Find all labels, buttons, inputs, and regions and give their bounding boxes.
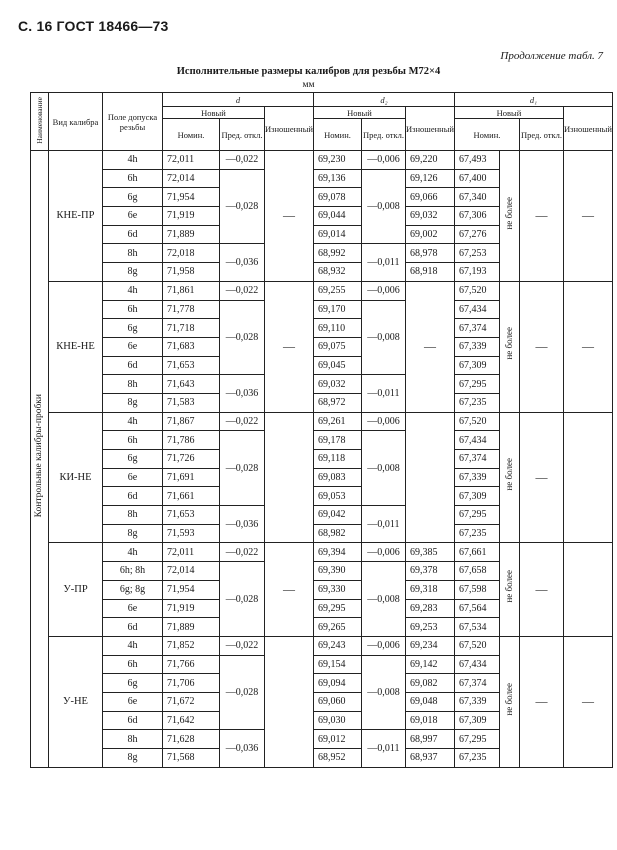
header-d: d — [163, 93, 314, 107]
tolerance-cell: 6d — [103, 618, 163, 637]
d2-nominal: 69,032 — [313, 375, 361, 394]
d2-worn: 69,318 — [405, 580, 454, 599]
d2-worn: 69,220 — [405, 151, 454, 170]
d-worn: — — [265, 543, 314, 636]
d1-nominal: 67,253 — [454, 244, 499, 263]
d1-nominal: 67,309 — [454, 356, 499, 375]
d-nominal: 72,014 — [163, 169, 220, 188]
d2-worn: 68,978 — [405, 244, 454, 263]
d2-worn: 69,048 — [405, 692, 454, 711]
d1-not-more: не более — [503, 196, 514, 230]
d2-deviation: —0,008 — [361, 431, 405, 506]
d1-nominal: 67,235 — [454, 524, 499, 543]
tolerance-cell: 4h — [103, 543, 163, 562]
d1-worn — [563, 412, 612, 543]
d1-nominal: 67,339 — [454, 468, 499, 487]
d2-deviation: —0,008 — [361, 562, 405, 637]
d-nominal: 72,014 — [163, 562, 220, 581]
tolerance-cell: 8g — [103, 393, 163, 412]
d2-worn: 68,918 — [405, 263, 454, 282]
header-tolerance: Поле допуска резьбы — [103, 93, 163, 151]
header-d1-dev: Пред. откл. — [519, 119, 563, 151]
d-nominal: 71,778 — [163, 300, 220, 319]
header-d-worn: Изношенный — [265, 107, 314, 151]
d2-deviation: —0,011 — [361, 730, 405, 767]
d2-nominal: 69,012 — [313, 730, 361, 749]
d2-worn: 69,032 — [405, 207, 454, 226]
group-name-cell — [31, 151, 49, 768]
d-nominal: 72,011 — [163, 151, 220, 170]
d1-deviation: — — [519, 412, 563, 543]
d2-worn: 69,018 — [405, 711, 454, 730]
tolerance-cell: 6e — [103, 207, 163, 226]
d2-worn: 69,126 — [405, 169, 454, 188]
d1-nominal: 67,520 — [454, 636, 499, 655]
d2-nominal: 69,390 — [313, 562, 361, 581]
tolerance-cell: 6g — [103, 188, 163, 207]
d-nominal: 71,861 — [163, 281, 220, 300]
table-continuation-label: Продолжение табл. 7 — [500, 50, 603, 62]
table-row — [31, 636, 613, 655]
d-nominal: 71,919 — [163, 207, 220, 226]
d-nominal: 71,958 — [163, 263, 220, 282]
d2-deviation: —0,008 — [361, 300, 405, 375]
d2-nominal: 69,060 — [313, 692, 361, 711]
d1-nominal: 67,374 — [454, 674, 499, 693]
header-d2-dev: Пред. откл. — [361, 119, 405, 151]
d-nominal: 71,653 — [163, 356, 220, 375]
d1-not-more-cell — [499, 412, 519, 543]
d2-nominal: 69,110 — [313, 319, 361, 338]
d2-deviation: —0,008 — [361, 169, 405, 244]
tolerance-cell: 8h — [103, 730, 163, 749]
tolerance-cell: 6g — [103, 674, 163, 693]
d2-deviation: —0,006 — [361, 636, 405, 655]
d2-worn: 69,142 — [405, 655, 454, 674]
d1-nominal: 67,520 — [454, 412, 499, 431]
gauge-kind: КНЕ-ПР — [49, 151, 103, 282]
d1-nominal: 67,400 — [454, 169, 499, 188]
d2-worn: 68,937 — [405, 749, 454, 768]
d-deviation: —0,022 — [220, 151, 265, 170]
tolerance-cell: 6d — [103, 356, 163, 375]
d2-nominal: 69,265 — [313, 618, 361, 637]
d-nominal: 71,643 — [163, 375, 220, 394]
d2-nominal: 69,255 — [313, 281, 361, 300]
d2-nominal: 69,170 — [313, 300, 361, 319]
d-nominal: 71,852 — [163, 636, 220, 655]
d1-nominal: 67,434 — [454, 431, 499, 450]
d1-nominal: 67,276 — [454, 225, 499, 244]
d2-deviation: —0,011 — [361, 244, 405, 281]
d1-nominal: 67,434 — [454, 300, 499, 319]
d-worn — [265, 412, 314, 543]
d1-worn: — — [563, 636, 612, 767]
d1-not-more: не более — [503, 458, 514, 491]
d1-nominal: 67,520 — [454, 281, 499, 300]
d2-worn: 69,002 — [405, 225, 454, 244]
d-nominal: 71,718 — [163, 319, 220, 338]
tolerance-cell: 8h — [103, 506, 163, 525]
d1-nominal: 67,309 — [454, 487, 499, 506]
d2-nominal: 69,330 — [313, 580, 361, 599]
tolerance-cell: 6e — [103, 468, 163, 487]
tolerance-cell: 6g — [103, 319, 163, 338]
d-nominal: 71,691 — [163, 468, 220, 487]
gauge-kind: КИ-НЕ — [49, 412, 103, 543]
d1-nominal: 67,235 — [454, 393, 499, 412]
d-deviation: —0,036 — [220, 730, 265, 767]
d2-nominal: 69,295 — [313, 599, 361, 618]
d-worn — [265, 636, 314, 767]
d2-deviation: —0,006 — [361, 151, 405, 170]
header-d1-new: Новый — [454, 107, 563, 119]
d2-worn: 69,385 — [405, 543, 454, 562]
tolerance-cell: 8h — [103, 375, 163, 394]
header-d2: d₂ — [313, 93, 454, 107]
d2-nominal: 68,992 — [313, 244, 361, 263]
tolerance-cell: 6d — [103, 711, 163, 730]
d-nominal: 71,706 — [163, 674, 220, 693]
d2-nominal: 69,045 — [313, 356, 361, 375]
d-deviation: —0,022 — [220, 636, 265, 655]
d1-not-more-cell — [499, 151, 519, 282]
d2-nominal: 69,030 — [313, 711, 361, 730]
d-deviation: —0,028 — [220, 655, 265, 730]
header-d2-new: Новый — [313, 107, 405, 119]
table-row — [31, 151, 613, 170]
d-deviation: —0,022 — [220, 412, 265, 431]
d1-nominal: 67,339 — [454, 337, 499, 356]
d2-worn: 69,253 — [405, 618, 454, 637]
d1-nominal: 67,374 — [454, 450, 499, 469]
d2-deviation: —0,006 — [361, 543, 405, 562]
header-d-new: Новый — [163, 107, 265, 119]
table-row — [31, 412, 613, 431]
d-nominal: 71,726 — [163, 450, 220, 469]
header-d2-worn: Изношенный — [405, 107, 454, 151]
d-nominal: 71,954 — [163, 580, 220, 599]
header-kind: Вид калибра — [49, 93, 103, 151]
d2-nominal: 69,243 — [313, 636, 361, 655]
d2-worn — [405, 412, 454, 543]
d-nominal: 71,593 — [163, 524, 220, 543]
header-d-nom: Номин. — [163, 119, 220, 151]
d2-deviation: —0,006 — [361, 281, 405, 300]
table-unit: мм — [302, 80, 315, 90]
gauge-kind: У-ПР — [49, 543, 103, 636]
table-row — [31, 543, 613, 562]
d2-worn: 68,997 — [405, 730, 454, 749]
d-deviation: —0,028 — [220, 300, 265, 375]
header-d1: d₁ — [454, 93, 612, 107]
d-nominal: 71,628 — [163, 730, 220, 749]
d-deviation: —0,036 — [220, 244, 265, 281]
d2-nominal: 69,394 — [313, 543, 361, 562]
d2-nominal: 69,094 — [313, 674, 361, 693]
d-nominal: 71,661 — [163, 487, 220, 506]
d-nominal: 71,683 — [163, 337, 220, 356]
tolerance-cell: 8g — [103, 263, 163, 282]
tolerance-cell: 8g — [103, 749, 163, 768]
d1-nominal: 67,661 — [454, 543, 499, 562]
d2-nominal: 69,044 — [313, 207, 361, 226]
tolerance-cell: 6h — [103, 169, 163, 188]
d-deviation: —0,022 — [220, 543, 265, 562]
d2-deviation: —0,011 — [361, 375, 405, 412]
d1-nominal: 67,295 — [454, 730, 499, 749]
d-nominal: 71,889 — [163, 618, 220, 637]
d2-worn: 69,234 — [405, 636, 454, 655]
d1-nominal: 67,493 — [454, 151, 499, 170]
d2-nominal: 68,932 — [313, 263, 361, 282]
d2-nominal: 69,230 — [313, 151, 361, 170]
d2-nominal: 69,078 — [313, 188, 361, 207]
d2-deviation: —0,011 — [361, 506, 405, 543]
d2-worn: 69,082 — [405, 674, 454, 693]
d-nominal: 71,672 — [163, 692, 220, 711]
d2-nominal: 69,014 — [313, 225, 361, 244]
d-nominal: 71,954 — [163, 188, 220, 207]
d1-not-more: не более — [503, 570, 514, 603]
d2-worn: 69,283 — [405, 599, 454, 618]
tolerance-cell: 4h — [103, 636, 163, 655]
header-d-dev: Пред. откл. — [220, 119, 265, 151]
d1-nominal: 67,193 — [454, 263, 499, 282]
d-deviation: —0,036 — [220, 375, 265, 412]
gauge-dimensions-table — [30, 92, 613, 768]
d1-nominal: 67,306 — [454, 207, 499, 226]
d2-worn: 69,066 — [405, 188, 454, 207]
d2-worn: 69,378 — [405, 562, 454, 581]
d2-deviation: —0,008 — [361, 655, 405, 730]
tolerance-cell: 6e — [103, 692, 163, 711]
header-name: Наименование — [31, 93, 49, 151]
d-deviation: —0,028 — [220, 562, 265, 637]
d-nominal: 71,583 — [163, 393, 220, 412]
gauge-kind: КНЕ-НЕ — [49, 281, 103, 412]
d1-nominal: 67,295 — [454, 375, 499, 394]
d-nominal: 71,919 — [163, 599, 220, 618]
d1-nominal: 67,564 — [454, 599, 499, 618]
tolerance-cell: 6h — [103, 300, 163, 319]
d-nominal: 71,568 — [163, 749, 220, 768]
tolerance-cell: 6h; 8h — [103, 562, 163, 581]
tolerance-cell: 4h — [103, 412, 163, 431]
d-nominal: 71,786 — [163, 431, 220, 450]
group-name: Контрольные калибры-пробки — [34, 394, 44, 518]
d2-nominal: 69,136 — [313, 169, 361, 188]
gauge-kind: У-НЕ — [49, 636, 103, 767]
tolerance-cell: 6h — [103, 431, 163, 450]
page-number: С. 16 ГОСТ 18466—73 — [18, 18, 169, 34]
header-d1-worn: Изношенный — [563, 107, 612, 151]
d1-nominal: 67,235 — [454, 749, 499, 768]
tolerance-cell: 4h — [103, 151, 163, 170]
tolerance-cell: 8g — [103, 524, 163, 543]
d1-not-more: не более — [503, 682, 514, 716]
tolerance-cell: 6e — [103, 599, 163, 618]
d2-worn: — — [405, 281, 454, 412]
d1-nominal: 67,295 — [454, 506, 499, 525]
d1-nominal: 67,434 — [454, 655, 499, 674]
d1-nominal: 67,340 — [454, 188, 499, 207]
header-d1-nom: Номин. — [454, 119, 519, 151]
tolerance-cell: 6g; 8g — [103, 580, 163, 599]
d2-nominal: 69,042 — [313, 506, 361, 525]
d-nominal: 72,011 — [163, 543, 220, 562]
d1-deviation: — — [519, 151, 563, 282]
d-deviation: —0,036 — [220, 506, 265, 543]
d2-nominal: 69,154 — [313, 655, 361, 674]
d2-nominal: 69,075 — [313, 337, 361, 356]
d-deviation: —0,028 — [220, 431, 265, 506]
tolerance-cell: 6e — [103, 337, 163, 356]
d2-nominal: 69,083 — [313, 468, 361, 487]
d2-nominal: 69,178 — [313, 431, 361, 450]
d-worn: — — [265, 281, 314, 412]
d-nominal: 71,889 — [163, 225, 220, 244]
tolerance-cell: 6g — [103, 450, 163, 469]
d1-deviation: — — [519, 636, 563, 767]
d-nominal: 71,653 — [163, 506, 220, 525]
d1-worn: — — [563, 281, 612, 412]
d1-nominal: 67,374 — [454, 319, 499, 338]
d-nominal: 72,018 — [163, 244, 220, 263]
tolerance-cell: 8h — [103, 244, 163, 263]
d2-nominal: 68,982 — [313, 524, 361, 543]
d-worn: — — [265, 151, 314, 282]
d1-nominal: 67,658 — [454, 562, 499, 581]
d2-nominal: 69,118 — [313, 450, 361, 469]
table-row — [31, 281, 613, 300]
d2-nominal: 68,972 — [313, 393, 361, 412]
d1-not-more: не более — [503, 327, 514, 360]
d1-nominal: 67,598 — [454, 580, 499, 599]
d-deviation: —0,028 — [220, 169, 265, 244]
d1-not-more-cell — [499, 636, 519, 767]
d1-worn — [563, 543, 612, 636]
d-deviation: —0,022 — [220, 281, 265, 300]
table-title: Исполнительные размеры калибров для резьбы М72×4 — [176, 66, 441, 77]
d1-deviation: — — [519, 543, 563, 636]
d1-deviation: — — [519, 281, 563, 412]
d1-not-more-cell — [499, 281, 519, 412]
tolerance-cell: 6h — [103, 655, 163, 674]
d2-nominal: 69,261 — [313, 412, 361, 431]
header-d2-nom: Номин. — [313, 119, 361, 151]
d-nominal: 71,766 — [163, 655, 220, 674]
d1-not-more-cell — [499, 543, 519, 636]
tolerance-cell: 6d — [103, 487, 163, 506]
d-nominal: 71,642 — [163, 711, 220, 730]
d2-nominal: 69,053 — [313, 487, 361, 506]
d2-deviation: —0,006 — [361, 412, 405, 431]
d2-nominal: 68,952 — [313, 749, 361, 768]
d-nominal: 71,867 — [163, 412, 220, 431]
d1-nominal: 67,309 — [454, 711, 499, 730]
table-body — [31, 151, 613, 768]
d1-worn: — — [563, 151, 612, 282]
tolerance-cell: 6d — [103, 225, 163, 244]
d1-nominal: 67,339 — [454, 692, 499, 711]
d1-nominal: 67,534 — [454, 618, 499, 637]
tolerance-cell: 4h — [103, 281, 163, 300]
